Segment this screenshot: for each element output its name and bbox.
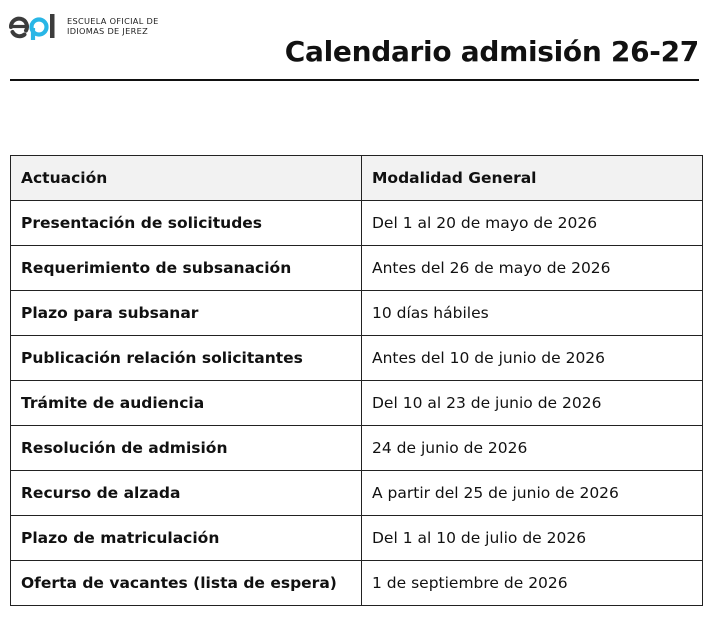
table-row (11, 516, 703, 561)
row-actuacion: Requerimiento de subsanación (11, 246, 362, 291)
row-fecha: Del 1 al 20 de mayo de 2026 (362, 201, 703, 246)
row-actuacion: Publicación relación solicitantes (11, 336, 362, 381)
row-actuacion: Plazo de matriculación (11, 516, 362, 561)
title-underline (10, 79, 699, 81)
row-actuacion: Recurso de alzada (11, 471, 362, 516)
row-fecha: 1 de septiembre de 2026 (362, 561, 703, 606)
row-fecha: Antes del 26 de mayo de 2026 (362, 246, 703, 291)
row-fecha: 24 de junio de 2026 (362, 426, 703, 471)
table-row (11, 246, 703, 291)
eoi-logo-mark (8, 11, 63, 41)
logo-line-2: IDIOMAS DE JEREZ (67, 26, 148, 36)
table-row (11, 381, 703, 426)
table-row (11, 471, 703, 516)
table-row (11, 336, 703, 381)
eoi-logo-text (67, 16, 159, 36)
page-title: Calendario admisión 26-27 (284, 35, 699, 68)
row-fecha: Antes del 10 de junio de 2026 (362, 336, 703, 381)
table-row (11, 201, 703, 246)
row-fecha: Del 1 al 10 de julio de 2026 (362, 516, 703, 561)
eoi-logo (8, 11, 159, 41)
row-actuacion: Presentación de solicitudes (11, 201, 362, 246)
row-actuacion: Oferta de vacantes (lista de espera) (11, 561, 362, 606)
table-row (11, 291, 703, 336)
header-modalidad-general: Modalidad General (362, 156, 703, 201)
row-fecha: A partir del 25 de junio de 2026 (362, 471, 703, 516)
table-row (11, 561, 703, 606)
table-header-row (11, 156, 703, 201)
row-actuacion: Resolución de admisión (11, 426, 362, 471)
row-actuacion: Plazo para subsanar (11, 291, 362, 336)
logo-line-1: ESCUELA OFICIAL DE (67, 16, 159, 26)
row-fecha: 10 días hábiles (362, 291, 703, 336)
table-row (11, 426, 703, 471)
header-actuacion: Actuación (11, 156, 362, 201)
admission-calendar-table (10, 155, 703, 606)
row-actuacion: Trámite de audiencia (11, 381, 362, 426)
row-fecha: Del 10 al 23 de junio de 2026 (362, 381, 703, 426)
